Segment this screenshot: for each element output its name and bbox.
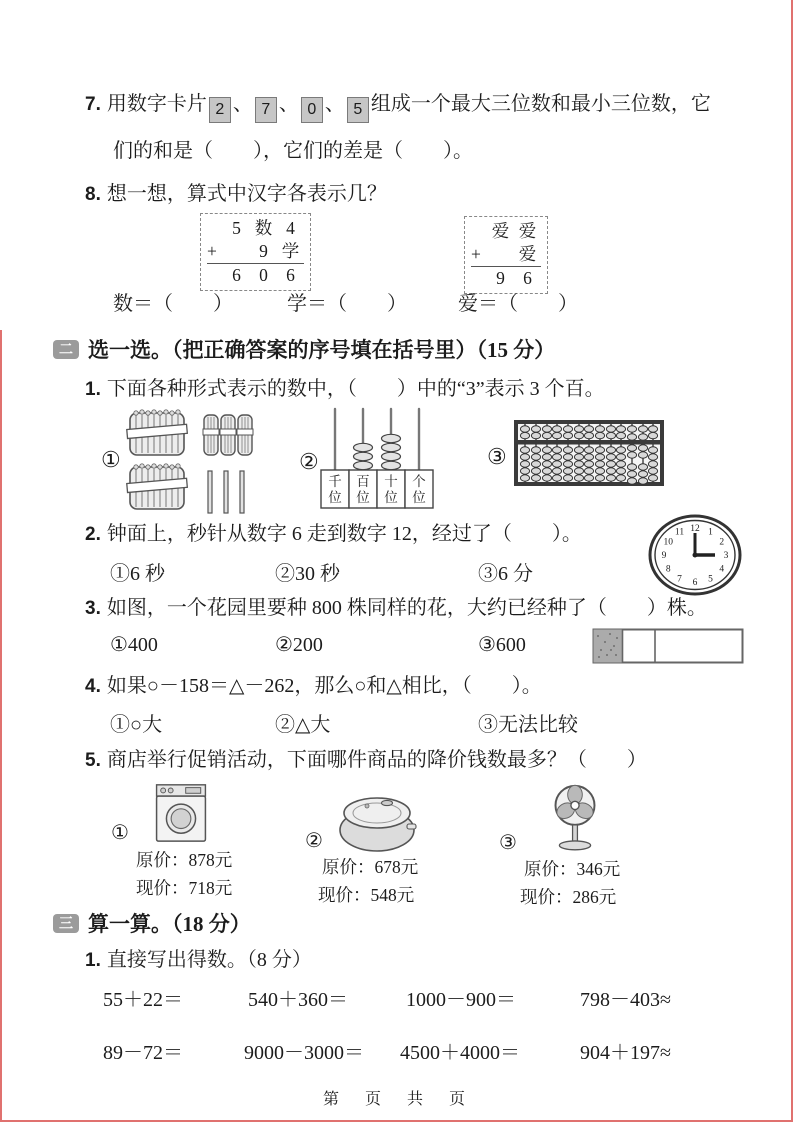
puzzle1-cell: 5	[232, 218, 241, 238]
product-2-original-price: 原价：678元	[322, 857, 419, 877]
q8-answer-shu: 数＝（ ）	[113, 293, 233, 315]
clock-number: 5	[708, 574, 713, 585]
section-2-badge-icon: 二	[53, 340, 79, 359]
stick-bundles-icon	[120, 405, 272, 517]
question-8-number: 8.	[85, 184, 101, 205]
question-8-text: 想一想，算式中汉字各表示几？	[106, 183, 387, 205]
s2-question-1	[85, 377, 605, 402]
puzzle2-cell: 爱	[491, 221, 510, 241]
s2-q3-text: 如图，一个花园里要种 800 株同样的花，大约已经种了（ ）株。	[106, 597, 707, 619]
product-3-label: ③	[499, 832, 517, 854]
clock-number: 10	[663, 537, 673, 548]
calc-item: 904＋197≈	[580, 1042, 671, 1064]
section-3-badge-icon: 三	[53, 914, 79, 933]
s2-q2-option-1: ①6 秒	[110, 563, 165, 585]
question-8-line	[85, 182, 387, 207]
rice-cooker-icon	[334, 790, 420, 854]
addition-puzzle-shu-xue	[200, 213, 311, 291]
clock-number: 4	[719, 564, 725, 575]
question-7-line1	[85, 92, 711, 123]
section-3-title: 算一算。（18 分）	[88, 912, 251, 936]
product-1-original-price: 原价：878元	[136, 850, 233, 870]
clock-number: 1	[708, 527, 713, 538]
s2-question-2	[85, 522, 582, 547]
clock-number: 11	[674, 527, 685, 538]
puzzle1-cell: 6	[286, 265, 295, 285]
section-2-title: 选一选。（把正确答案的序号填在括号里）（15 分）	[88, 338, 556, 362]
puzzle1-cell: 6	[232, 265, 241, 285]
card-separator: 、	[278, 93, 299, 115]
puzzle2-row2	[471, 243, 541, 266]
s2-q3-number: 3.	[85, 598, 101, 619]
calc-item: 1000－900＝	[406, 989, 516, 1011]
section-3-header	[53, 908, 251, 938]
addition-puzzle-ai	[464, 216, 548, 294]
s3-q1-number: 1.	[85, 950, 101, 971]
s2-q3-option-2: ②200	[275, 634, 323, 656]
counter-label-ge: 个	[412, 474, 426, 489]
s2-q4-option-2: ②△大	[275, 714, 331, 736]
product-2-current-price: 现价：548元	[318, 885, 415, 905]
s2-q5-text: 商店举行促销活动，下面哪件商品的降价钱数最多？（ ）	[106, 749, 647, 771]
clock-number: 3	[723, 551, 729, 561]
product-3-original-price: 原价：346元	[524, 859, 621, 879]
puzzle1-cell: 数	[254, 218, 273, 238]
s2-q4-option-3: ③无法比较	[478, 714, 578, 736]
s2-q4-text: 如果○－158＝△－262，那么○和△相比，（ ）。	[106, 675, 542, 697]
clock-number: 7	[677, 574, 682, 585]
clock-number: 8	[665, 564, 671, 575]
calc-item: 4500＋4000＝	[400, 1042, 520, 1064]
product-1-label: ①	[111, 822, 129, 844]
puzzle2-cell: 爱	[518, 221, 537, 241]
product-2-label: ②	[305, 830, 323, 852]
product-1-current-price: 现价：718元	[136, 878, 233, 898]
place-value-counter-icon	[318, 406, 438, 510]
clock-number: 6	[692, 578, 698, 588]
s2-question-4	[85, 674, 542, 699]
question-7-number: 7.	[85, 94, 101, 115]
counter-label-wei: 位	[356, 490, 370, 505]
option-1-label: ①	[101, 447, 121, 472]
garden-progress-bar-icon	[592, 628, 744, 664]
calc-item: 9000－3000＝	[244, 1042, 364, 1064]
puzzle1-row1	[207, 217, 304, 240]
s2-q2-number: 2.	[85, 524, 101, 545]
digit-card-2: 2	[209, 97, 231, 123]
card-separator: 、	[232, 93, 253, 115]
option-2-label: ②	[299, 449, 319, 474]
plus-sign: +	[471, 244, 481, 264]
electric-fan-icon	[546, 782, 604, 860]
s2-q2-text: 钟面上，秒针从数字 6 走到数字 12，经过了（ ）。	[106, 523, 582, 545]
s2-q4-number: 4.	[85, 676, 101, 697]
s2-q1-text: 下面各种形式表示的数中，（ ）中的“3”表示 3 个百。	[106, 378, 605, 400]
s2-question-3	[85, 596, 707, 621]
counter-label-bai: 百	[356, 474, 370, 489]
s2-q3-option-3: ③600	[478, 634, 526, 656]
counter-label-wei: 位	[328, 490, 342, 505]
page-footer: 第 页 共 页	[322, 1091, 470, 1108]
puzzle2-cell: 9	[496, 268, 505, 288]
s2-q5-number: 5.	[85, 750, 101, 771]
s2-q2-option-3: ③6 分	[478, 563, 533, 585]
product-3-current-price: 现价：286元	[520, 887, 617, 907]
puzzle1-row2	[207, 240, 304, 263]
question-7-text-pre: 用数字卡片	[106, 93, 207, 115]
clock-number: 12	[690, 524, 700, 534]
puzzle1-cell: 4	[286, 218, 295, 238]
counter-label-wei: 位	[384, 490, 398, 505]
digit-card-0: 0	[301, 97, 323, 123]
counter-label-shi: 十	[384, 474, 398, 489]
abacus-icon	[514, 420, 664, 486]
s3-question-1	[85, 948, 312, 973]
puzzle1-cell: 学	[281, 241, 300, 261]
calc-item: 89－72＝	[103, 1042, 183, 1064]
s2-q2-option-2: ②30 秒	[275, 563, 340, 585]
plus-sign: +	[207, 241, 217, 261]
option-3-label: ③	[487, 444, 507, 469]
card-separator: 、	[324, 93, 345, 115]
clock-number: 9	[661, 551, 667, 561]
calc-item: 540＋360＝	[248, 989, 348, 1011]
q8-answer-xue: 学＝（ ）	[287, 293, 407, 315]
counter-label-qian: 千	[328, 474, 342, 489]
puzzle2-sum-row	[471, 266, 541, 290]
question-7-line2: 们的和是（ ），它们的差是（ ）。	[113, 140, 473, 162]
calc-item: 55＋22＝	[103, 989, 183, 1011]
s3-q1-text: 直接写出得数。（8 分）	[106, 949, 312, 971]
calc-item: 798－403≈	[580, 989, 671, 1011]
section-2-header	[53, 334, 555, 364]
q8-answer-ai: 爱＝（ ）	[458, 293, 578, 315]
puzzle1-sum-row	[207, 263, 304, 287]
puzzle2-cell: 6	[523, 268, 532, 288]
s2-question-5	[85, 748, 647, 773]
puzzle2-row1	[471, 220, 541, 243]
s2-q1-number: 1.	[85, 379, 101, 400]
puzzle2-cell: 爱	[518, 244, 537, 264]
s2-q4-option-1: ①○大	[110, 714, 163, 736]
washing-machine-icon	[150, 780, 212, 846]
clock-number: 2	[719, 537, 725, 548]
puzzle1-cell: 9	[259, 241, 268, 261]
digit-card-7: 7	[255, 97, 277, 123]
page-edge-left	[0, 330, 2, 1122]
counter-label-wei: 位	[412, 490, 426, 505]
s2-q3-option-1: ①400	[110, 634, 158, 656]
puzzle1-cell: 0	[259, 265, 268, 285]
digit-card-5: 5	[347, 97, 369, 123]
question-7-text-post: 组成一个最大三位数和最小三位数，它	[370, 93, 711, 115]
clock-icon	[648, 514, 742, 596]
